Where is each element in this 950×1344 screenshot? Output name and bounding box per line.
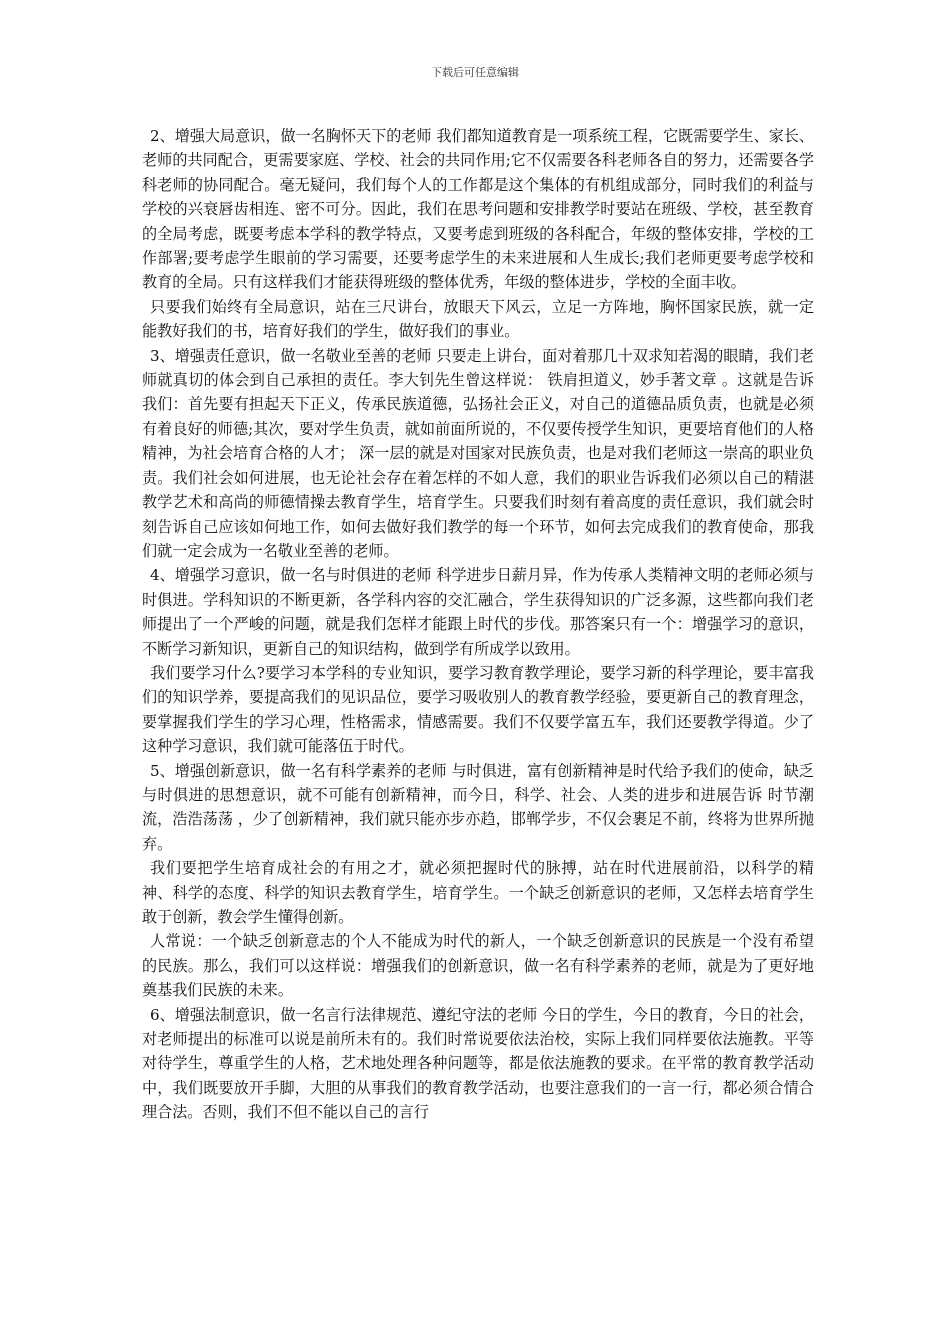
paragraph-section-6: 6、增强法制意识，做一名言行法律规范、遵纪守法的老师 今日的学生，今日的教育，今日的社会，对老师提出的标准可以说是前所未有的。我们时常说要依法治校，实际上我们同样要依法施教。平等对待学生，尊重学生的人格，艺术地处理各种问题等，都是依法施教的要求。在平常的教育教学活动中，我们既要放开手脚，大胆的从事我们的教育教学活动，也要注意我们的一言一行，都必须合情合理合法。否则，我们不但不能以自己的言行: [142, 1005, 814, 1122]
paragraph-section-2: 2、增强大局意识，做一名胸怀天下的老师 我们都知道教育是一项系统工程，它既需要学生、家长、老师的共同配合，更需要家庭、学校、社会的共同作用;它不仅需要各科老师各自的努力，还需要各学科老师的协同配合。毫无疑问，我们每个人的工作都是这个集体的有机组成部分，同时我们的利益与学校的兴衰唇齿相连、密不可分。因此，我们在思考问题和安排教学时要站在班级、学校，甚至教育的全局考虑，既要考虑本学科的教学特点，又要考虑到班级的各科配合，年级的整体安排，学校的工作部署;要考虑学生眼前的学习需要，还要考虑学生的未来进展和人生成长;我们老师更要考虑学校和教育的全局。只有这样我们才能获得班级的整体优秀，年级的整体进步，学校的全面丰收。: [142, 127, 814, 292]
paragraph-global-awareness: 只要我们始终有全局意识，站在三尺讲台，放眼天下风云，立足一方阵地，胸怀国家民族，就一定能教好我们的书，培育好我们的学生，做好我们的事业。: [142, 297, 814, 341]
paragraph-cultivate-students: 我们要把学生培育成社会的有用之才，就必须把握时代的脉搏，站在时代进展前沿，以科学的精神、科学的态度、科学的知识去教育学生，培育学生。一个缺乏创新意识的老师，又怎样去培育学生敢于创新，教会学生懂得创新。: [142, 859, 814, 926]
paragraph-what-to-learn: 我们要学习什么?要学习本学科的专业知识，要学习教育教学理论，要学习新的科学理论，要丰富我们的知识学养，要提高我们的见识品位，要学习吸收别人的教育教学经验，要更新自己的教育理念，要掌握我们学生的学习心理，性格需求，情感需要。我们不仅要学富五车，我们还要教学得道。少了这种学习意识，我们就可能落伍于时代。: [142, 663, 814, 756]
paragraph-innovation-saying: 人常说：一个缺乏创新意志的个人不能成为时代的新人，一个缺乏创新意识的民族是一个没有希望的民族。那么，我们可以这样说：增强我们的创新意识，做一名有科学素养的老师，就是为了更好地奠基我们民族的未来。: [142, 932, 814, 1000]
page-header: 下载后可任意编辑: [431, 66, 519, 79]
paragraph-section-4: 4、增强学习意识，做一名与时俱进的老师 科学进步日薪月异，作为传承人类精神文明的老师必须与时俱进。学科知识的不断更新，各学科内容的交汇融合，学生获得知识的广泛多源，这些都向我们老师提出了一个严峻的问题，就是我们怎样才能跟上时代的步伐。那答案只有一个：增强学习的意识，不断学习新知识，更新自己的知识结构，做到学有所成学以致用。: [142, 566, 814, 658]
document-body: [142, 124, 814, 1125]
paragraph-section-5: 5、增强创新意识，做一名有科学素养的老师 与时俱进，富有创新精神是时代给予我们的使命，缺乏与时俱进的思想意识，就不可能有创新精神，而今日，科学、社会、人类的进步和进展告诉 时节潮流，浩浩荡荡 ，少了创新精神，我们就只能亦步亦趋，邯郸学步，不仅会裹足不前，终将为世界所抛弃。: [142, 761, 814, 853]
paragraph-section-3: 3、增强责任意识，做一名敬业至善的老师 只要走上讲台，面对着那几十双求知若渴的眼睛，我们老师就真切的体会到自己承担的责任。李大钊先生曾这样说： 铁肩担道义，妙手著文章 。这就是告诉我们：首先要有担起天下正义，传承民族道德，弘扬社会正义，对自己的道德品质负责，也就是必须有着良好的师德;其次，要对学生负责，就如前面所说的，不仅要传授学生知识，更要培育他们的人格精神，为社会培育合格的人才； 深一层的就是对国家对民族负责，也是对我们老师这一崇高的职业负责。我们社会如何进展，也无论社会存在着怎样的不如人意，我们的职业告诉我们必须以自己的精湛教学艺术和高尚的师德情操去教育学生，培育学生。只要我们时刻有着高度的责任意识，我们就会时刻告诉自己应该如何地工作，如何去做好我们教学的每一个环节，如何去完成我们的教育使命，那我们就一定会成为一名敬业至善的老师。: [142, 346, 814, 560]
